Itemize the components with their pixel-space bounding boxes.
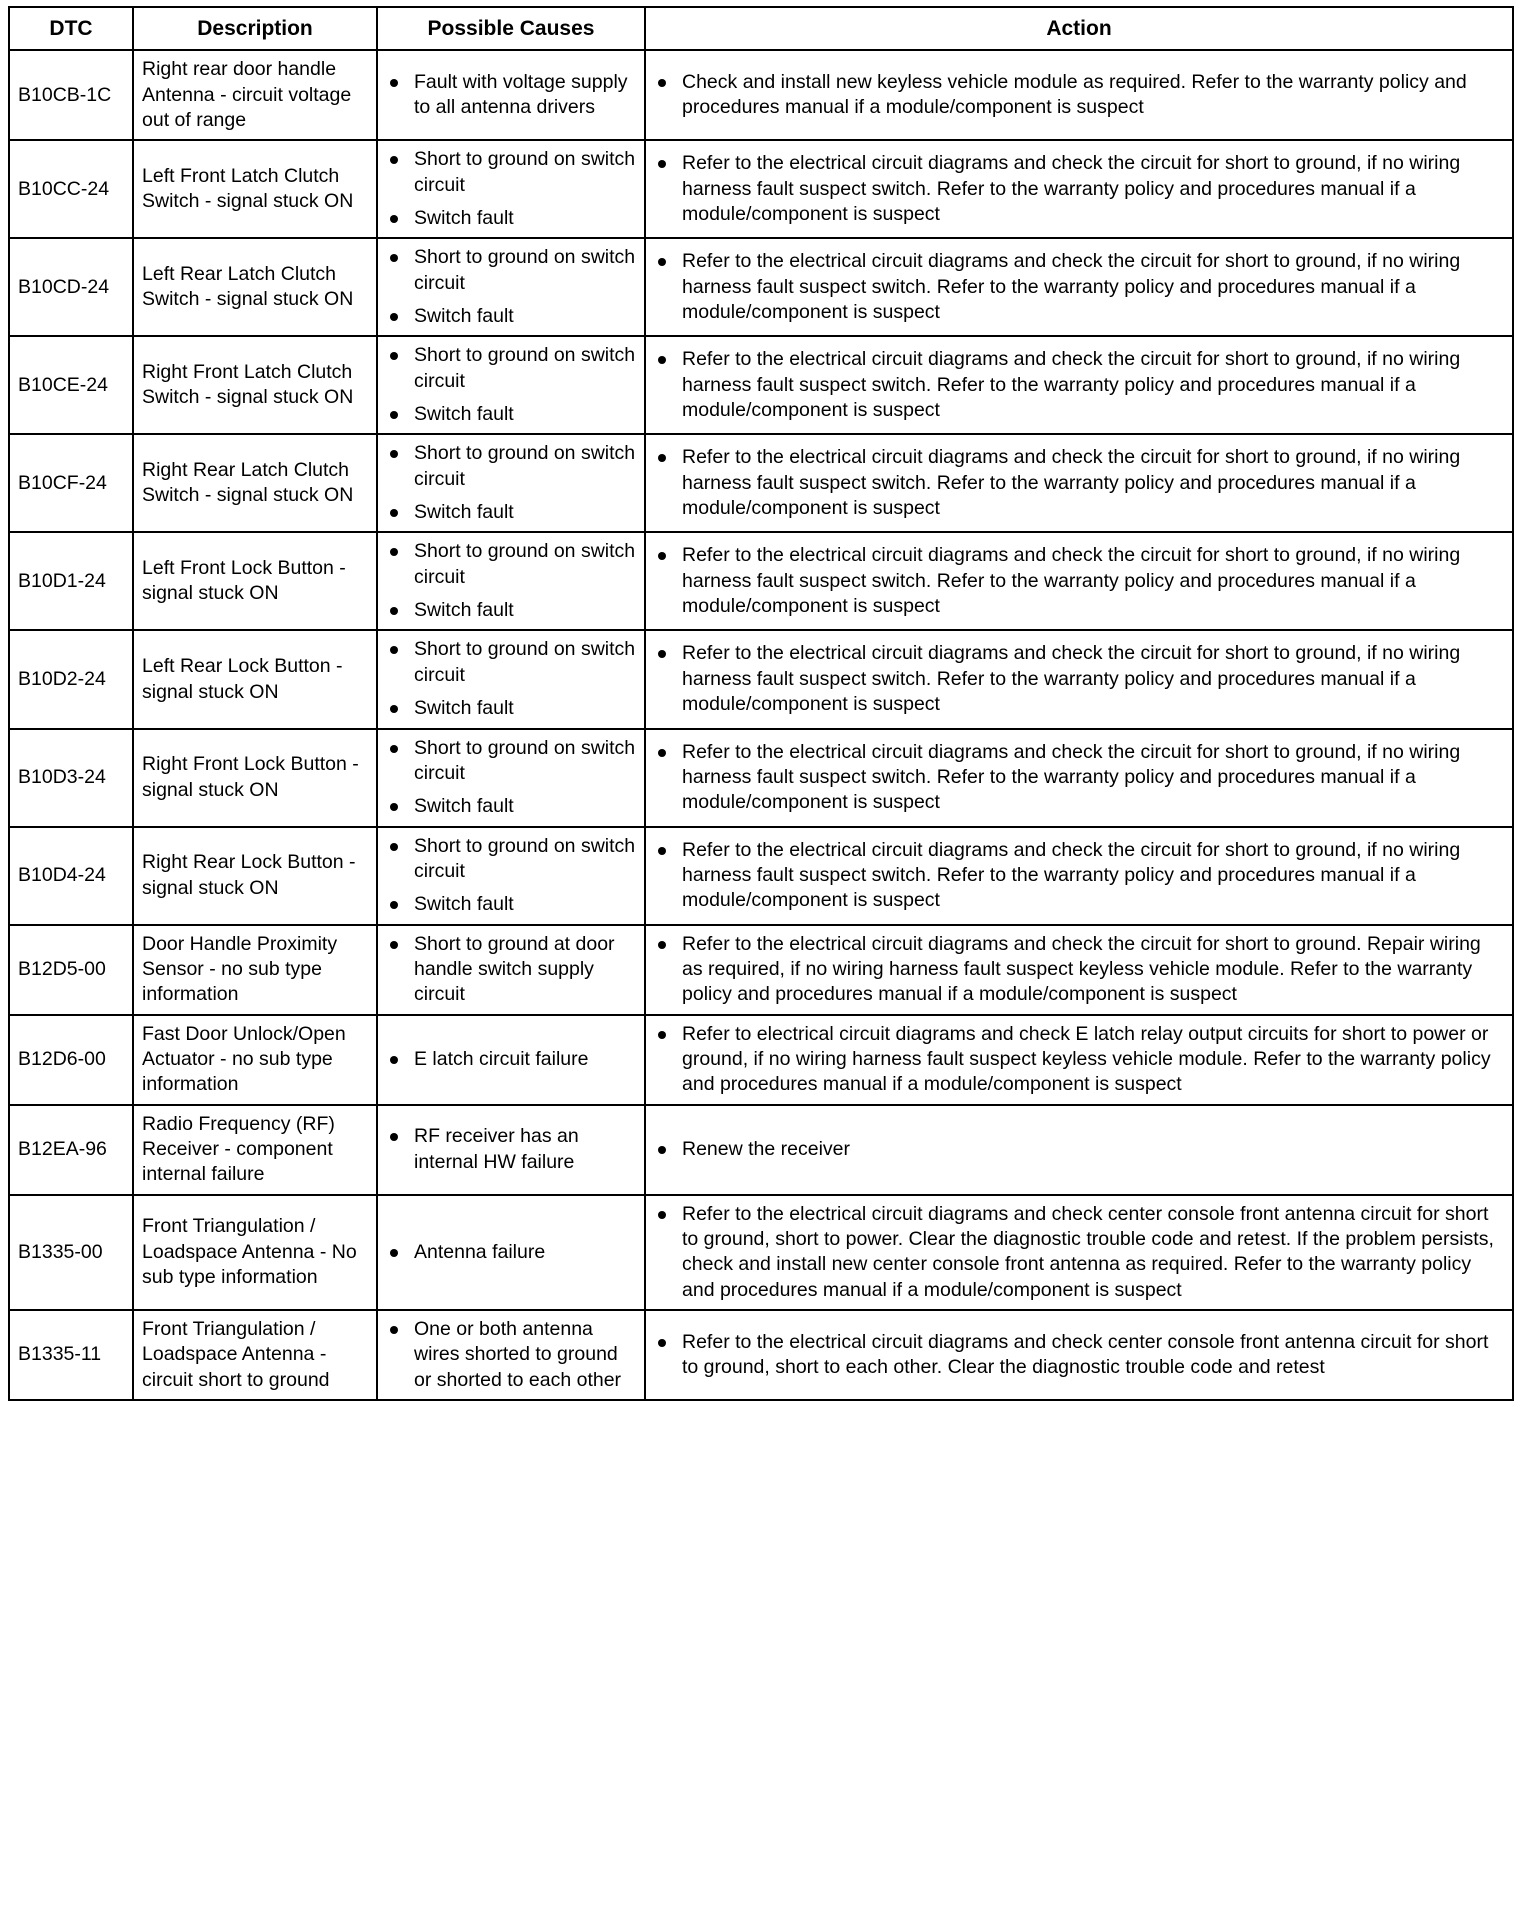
cause-item: Switch fault <box>386 696 636 721</box>
header-row <box>9 7 1513 50</box>
cause-item: Short to ground on switch circuit <box>386 539 636 590</box>
table-row <box>9 140 1513 238</box>
possible-causes-cell <box>377 1310 645 1400</box>
causes-list <box>386 932 636 1008</box>
cause-item: One or both antenna wires shorted to ground or shorted to each other <box>386 1317 636 1393</box>
table-row <box>9 925 1513 1015</box>
action-item: Refer to electrical circuit diagrams and check E latch relay output circuits for short to power or ground, if no wiring harness fault suspect keyless vehicle module. Refer to the warranty policy and procedures manual if a module/component is suspect <box>654 1022 1504 1098</box>
actions-list <box>654 445 1504 521</box>
action-item: Refer to the electrical circuit diagrams and check the circuit for short to ground, if no wiring harness fault suspect switch. Refer to the warranty policy and procedures manual if a module/component is suspect <box>654 151 1504 227</box>
action-item: Refer to the electrical circuit diagrams and check the circuit for short to ground, if no wiring harness fault suspect switch. Refer to the warranty policy and procedures manual if a module/component is suspect <box>654 347 1504 423</box>
dtc-code-cell: B1335-11 <box>9 1310 133 1400</box>
causes-list <box>386 343 636 427</box>
action-item: Refer to the electrical circuit diagrams and check the circuit for short to ground. Repair wiring as required, if no wiring harness fault suspect keyless vehicle module. Refer to the warranty policy and procedures manual if a module/component is suspect <box>654 932 1504 1008</box>
actions-list <box>654 347 1504 423</box>
table-row <box>9 336 1513 434</box>
cause-item: RF receiver has an internal HW failure <box>386 1124 636 1175</box>
possible-causes-cell <box>377 729 645 827</box>
cause-item: Short to ground on switch circuit <box>386 343 636 394</box>
dtc-code-cell: B10CD-24 <box>9 238 133 336</box>
action-cell <box>645 729 1513 827</box>
description-cell: Right Rear Latch Clutch Switch - signal stuck ON <box>133 434 377 532</box>
actions-list <box>654 543 1504 619</box>
dtc-code-cell: B10CB-1C <box>9 50 133 140</box>
cause-item: Switch fault <box>386 500 636 525</box>
description-cell: Front Triangulation / Loadspace Antenna - No sub type information <box>133 1195 377 1310</box>
cause-item: Antenna failure <box>386 1240 636 1265</box>
causes-list <box>386 441 636 525</box>
table-body <box>9 50 1513 1400</box>
dtc-code-cell: B10CC-24 <box>9 140 133 238</box>
causes-list <box>386 637 636 721</box>
causes-list <box>386 70 636 121</box>
dtc-code-cell: B12D5-00 <box>9 925 133 1015</box>
possible-causes-cell <box>377 532 645 630</box>
cause-item: Switch fault <box>386 304 636 329</box>
cause-item: Short to ground on switch circuit <box>386 637 636 688</box>
cause-item: Short to ground on switch circuit <box>386 736 636 787</box>
possible-causes-cell <box>377 827 645 925</box>
dtc-code-cell: B1335-00 <box>9 1195 133 1310</box>
causes-list <box>386 1317 636 1393</box>
action-cell <box>645 1105 1513 1195</box>
dtc-code-cell: B12D6-00 <box>9 1015 133 1105</box>
dtc-code-cell: B10CF-24 <box>9 434 133 532</box>
table-row <box>9 729 1513 827</box>
action-cell <box>645 140 1513 238</box>
cause-item: Short to ground on switch circuit <box>386 245 636 296</box>
action-item: Refer to the electrical circuit diagrams and check the circuit for short to ground, if no wiring harness fault suspect switch. Refer to the warranty policy and procedures manual if a module/component is suspect <box>654 838 1504 914</box>
action-item: Refer to the electrical circuit diagrams and check center console front antenna circuit for short to ground, short to power. Clear the diagnostic trouble code and retest. If the problem persists, check and install new center console front antenna as required. Refer to the warranty policy and procedures manual if a module/component is suspect <box>654 1202 1504 1303</box>
dtc-code-cell: B10D4-24 <box>9 827 133 925</box>
cause-item: Switch fault <box>386 794 636 819</box>
cause-item: Switch fault <box>386 892 636 917</box>
description-cell: Right Front Lock Button - signal stuck ON <box>133 729 377 827</box>
possible-causes-cell <box>377 336 645 434</box>
action-item: Refer to the electrical circuit diagrams and check the circuit for short to ground, if no wiring harness fault suspect switch. Refer to the warranty policy and procedures manual if a module/component is suspect <box>654 641 1504 717</box>
action-cell <box>645 1015 1513 1105</box>
action-cell <box>645 1310 1513 1400</box>
description-cell: Left Rear Lock Button - signal stuck ON <box>133 630 377 728</box>
possible-causes-cell <box>377 140 645 238</box>
table-row <box>9 827 1513 925</box>
description-cell: Left Front Latch Clutch Switch - signal stuck ON <box>133 140 377 238</box>
column-header-possible-causes: Possible Causes <box>377 7 645 50</box>
possible-causes-cell <box>377 1195 645 1310</box>
action-item: Refer to the electrical circuit diagrams and check the circuit for short to ground, if no wiring harness fault suspect switch. Refer to the warranty policy and procedures manual if a module/component is suspect <box>654 445 1504 521</box>
table-row <box>9 1195 1513 1310</box>
possible-causes-cell <box>377 434 645 532</box>
column-header-action: Action <box>645 7 1513 50</box>
actions-list <box>654 1022 1504 1098</box>
causes-list <box>386 245 636 329</box>
table-row <box>9 532 1513 630</box>
dtc-code-cell: B10D3-24 <box>9 729 133 827</box>
table-row <box>9 434 1513 532</box>
causes-list <box>386 1240 636 1265</box>
actions-list <box>654 838 1504 914</box>
actions-list <box>654 1202 1504 1303</box>
action-item: Refer to the electrical circuit diagrams and check the circuit for short to ground, if no wiring harness fault suspect switch. Refer to the warranty policy and procedures manual if a module/component is suspect <box>654 740 1504 816</box>
description-cell: Left Rear Latch Clutch Switch - signal stuck ON <box>133 238 377 336</box>
possible-causes-cell <box>377 925 645 1015</box>
column-header-description: Description <box>133 7 377 50</box>
cause-item: Fault with voltage supply to all antenna drivers <box>386 70 636 121</box>
action-item: Refer to the electrical circuit diagrams and check the circuit for short to ground, if no wiring harness fault suspect switch. Refer to the warranty policy and procedures manual if a module/component is suspect <box>654 543 1504 619</box>
dtc-code-cell: B10CE-24 <box>9 336 133 434</box>
cause-item: E latch circuit failure <box>386 1047 636 1072</box>
actions-list <box>654 1137 1504 1162</box>
description-cell: Right Front Latch Clutch Switch - signal stuck ON <box>133 336 377 434</box>
causes-list <box>386 539 636 623</box>
description-cell: Left Front Lock Button - signal stuck ON <box>133 532 377 630</box>
cause-item: Short to ground on switch circuit <box>386 147 636 198</box>
description-cell: Right Rear Lock Button - signal stuck ON <box>133 827 377 925</box>
dtc-code-cell: B12EA-96 <box>9 1105 133 1195</box>
description-cell: Radio Frequency (RF) Receiver - component internal failure <box>133 1105 377 1195</box>
action-item: Check and install new keyless vehicle module as required. Refer to the warranty policy and procedures manual if a module/component is suspect <box>654 70 1504 121</box>
cause-item: Switch fault <box>386 206 636 231</box>
cause-item: Switch fault <box>386 402 636 427</box>
causes-list <box>386 1047 636 1072</box>
action-cell <box>645 336 1513 434</box>
actions-list <box>654 641 1504 717</box>
possible-causes-cell <box>377 50 645 140</box>
possible-causes-cell <box>377 1015 645 1105</box>
action-cell <box>645 925 1513 1015</box>
table-row <box>9 50 1513 140</box>
column-header-dtc: DTC <box>9 7 133 50</box>
cause-item: Short to ground on switch circuit <box>386 834 636 885</box>
causes-list <box>386 834 636 918</box>
description-cell: Door Handle Proximity Sensor - no sub type information <box>133 925 377 1015</box>
description-cell: Fast Door Unlock/Open Actuator - no sub type information <box>133 1015 377 1105</box>
description-cell: Right rear door handle Antenna - circuit voltage out of range <box>133 50 377 140</box>
action-cell <box>645 532 1513 630</box>
action-cell <box>645 50 1513 140</box>
table-header <box>9 7 1513 50</box>
table-row <box>9 1310 1513 1400</box>
possible-causes-cell <box>377 1105 645 1195</box>
action-item: Refer to the electrical circuit diagrams and check the circuit for short to ground, if no wiring harness fault suspect switch. Refer to the warranty policy and procedures manual if a module/component is suspect <box>654 249 1504 325</box>
causes-list <box>386 736 636 820</box>
actions-list <box>654 70 1504 121</box>
possible-causes-cell <box>377 238 645 336</box>
action-cell <box>645 630 1513 728</box>
action-cell <box>645 827 1513 925</box>
actions-list <box>654 1330 1504 1381</box>
description-cell: Front Triangulation / Loadspace Antenna - circuit short to ground <box>133 1310 377 1400</box>
causes-list <box>386 1124 636 1175</box>
action-cell <box>645 238 1513 336</box>
dtc-code-cell: B10D1-24 <box>9 532 133 630</box>
actions-list <box>654 151 1504 227</box>
cause-item: Short to ground at door handle switch supply circuit <box>386 932 636 1008</box>
action-cell <box>645 434 1513 532</box>
table-row <box>9 1105 1513 1195</box>
action-cell <box>645 1195 1513 1310</box>
table-row <box>9 238 1513 336</box>
action-item: Refer to the electrical circuit diagrams and check center console front antenna circuit for short to ground, short to each other. Clear the diagnostic trouble code and retest <box>654 1330 1504 1381</box>
actions-list <box>654 249 1504 325</box>
action-item: Renew the receiver <box>654 1137 1504 1162</box>
table-row <box>9 630 1513 728</box>
causes-list <box>386 147 636 231</box>
possible-causes-cell <box>377 630 645 728</box>
cause-item: Short to ground on switch circuit <box>386 441 636 492</box>
dtc-table <box>8 6 1514 1401</box>
cause-item: Switch fault <box>386 598 636 623</box>
table-row <box>9 1015 1513 1105</box>
actions-list <box>654 740 1504 816</box>
actions-list <box>654 932 1504 1008</box>
dtc-code-cell: B10D2-24 <box>9 630 133 728</box>
